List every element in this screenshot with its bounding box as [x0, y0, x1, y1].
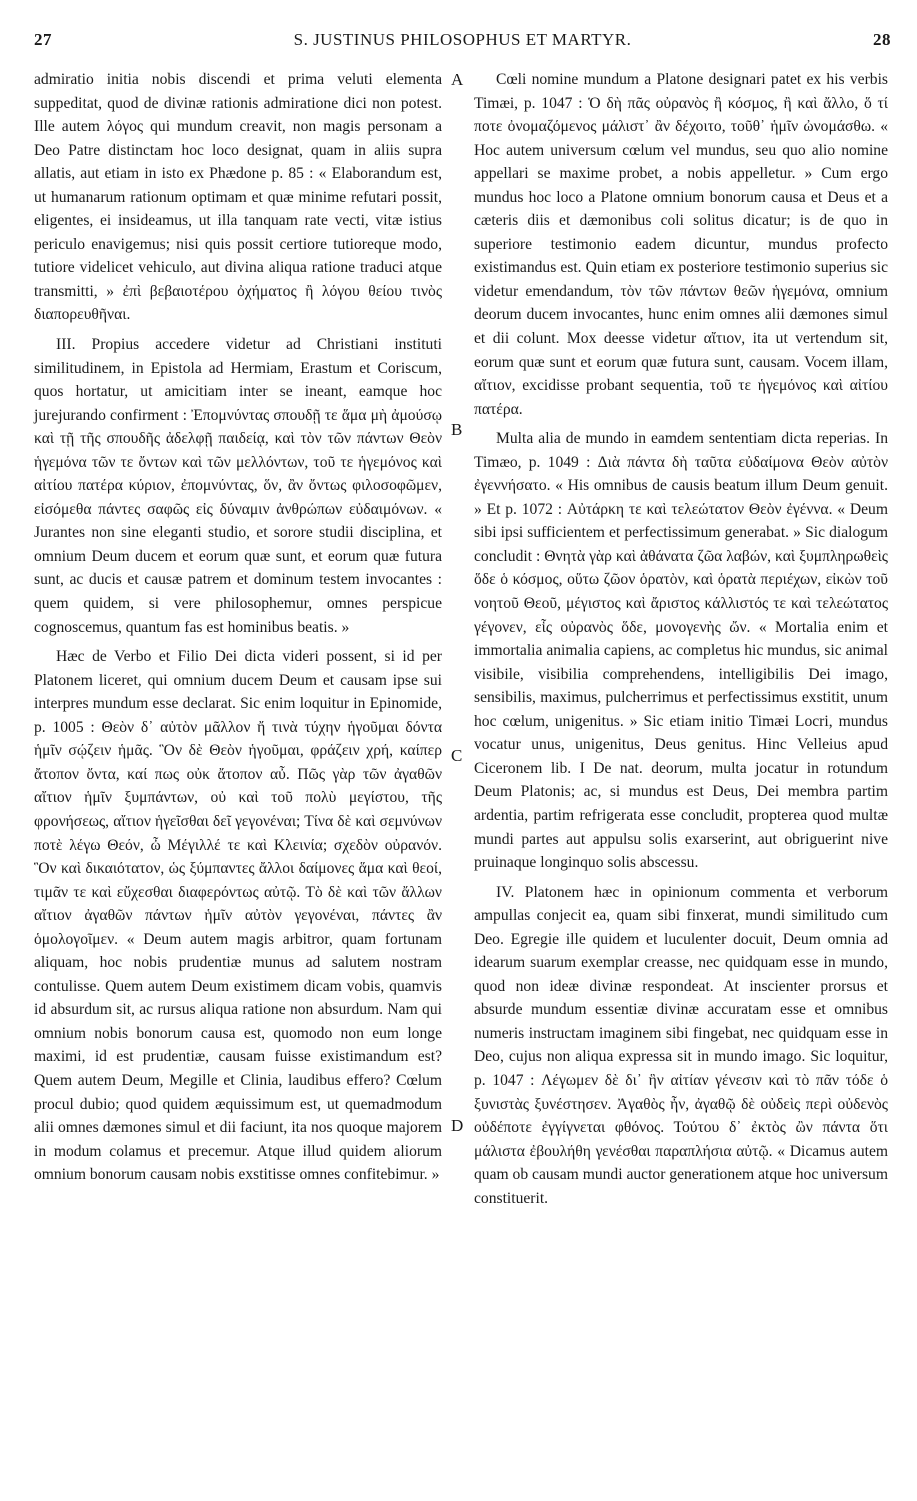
margin-marker-a: A — [451, 70, 464, 89]
right-paragraph-2: Multa alia de mundo in eamdem sententiam dicta reperias. In Timæo, p. 1049 : Διὰ πάντα δὴ ταῦτα εὐδαίμονα Θεὸν αὐτὸν ἐγεννήσατο. « His omnibus de causis beatum illum Deum genuit. » Et p. 1072 : Αὐτάρκη τε καὶ τελεώτατον Θεὸν ἐγέννα. « Deum sibi ipsi sufficientem et perfectissimum generabat. » Sic dialogum concludit : Θνητὰ γὰρ καὶ ἀθάνατα ζῶα λαβών, καὶ ξυμπληρωθεὶς ὅδε ὁ κόσμος, οὕτω ζῶον ὁρατὸν, καὶ ὁρατὰ περιέχων, εἰκὼν τοῦ νοητοῦ Θεοῦ, μέγιστος καὶ ἄριστος κάλλιστός τε καὶ τελεώτατος γέγονεν, εἷς οὐρανὸς ὅδε, μονογενὴς ὤν. « Mortalia enim et immortalia animalia capiens, ac completus hic mundus, sic animal visibile, visibilia comprehendens, intelligibilis Dei imago, sensibilis, maximus, pulcherrimus et perfectissimus exstitit, unum hoc cœlum, unigenitus. » Sic etiam initio Timæi Locri, mundus vocatur unus, unigenitus, Deus genitus. Hinc Velleius apud Ciceronem lib. I De nat. deorum, multa jocatur in rotundum Deum Platonis; ac, si mundus est Deus, Dei membra partim ardentia, partim refrigerata esse concludit, propterea quod multæ mundi partes aut appulsu solis exarserint, aut obriguerint nive pruinaque longinquo solis abscessu. — [474, 430, 888, 872]
right-column — [474, 68, 888, 1210]
margin-marker-d: D — [451, 1116, 464, 1135]
page-number-left: 27 — [34, 30, 52, 49]
margin-marker-b: B — [451, 420, 463, 439]
left-paragraph-3: Hæc de Verbo et Filio Dei dicta videri possent, si id per Platonem liceret, qui omnium ducem Deum et causam ipse sui interpres mundum esse declarat. Sic enim loquitur in Epinomide, p. 1005 : Θεὸν δ᾽ αὐτὸν μᾶλλον ἤ τινὰ τύχην ἡγοῦμαι δόντα ἡμῖν σῴζειν ἡμᾶς. Ὃν δὲ Θεὸν ἡγοῦμαι, φράζειν χρή, καίπερ ἄτοπον ὄντα, καί πως οὐκ ἄτοπον αὖ. Πῶς γὰρ τῶν ἀγαθῶν αἴτιον ἡμῖν ξυμπάντων, οὐ καὶ τοῦ πολὺ μεγίστου, τῆς φρονήσεως, αἴτιον ἡγεῖσθαι δεῖ γεγονέναι; Τίνα δὲ καὶ σεμνύνων ποτὲ λέγω Θεόν, ὦ Μέγιλλέ τε καὶ Κλεινία; σχεδὸν οὐρανόν. Ὃν καὶ δικαιότατον, ὡς ξύμπαντες ἄλλοι δαίμονες ἅμα καὶ θεοί, τιμᾶν τε καὶ εὔχεσθαι διαφερόντως αὐτῷ. Τὸ δὲ καὶ τῶν ἄλλων αἴτιον ἀγαθῶν πάντων ἡμῖν αὐτὸν γεγονέναι, πάντες ἂν ὁμολογοῖμεν. « Deum autem magis arbitror, quam fortunam aliquam, hoc nobis prudentiæ munus ad salutem nostram contulisse. Quem autem Deum existimem dicam vobis, quamvis id absurdum sit, ac rursus aliqua ratione non absurdum. Nam qui omnium nobis bonorum causa est, quomodo non eum longe maximi, id est prudentiæ, causam fuisse existimandum est? Quem autem Deum, Megille et Clinia, laudibus effero? Cœlum procul dubio; quod quidem æquissimum est, ut quemadmodum alii omnes dæmones simul et dii faciunt, ita nos quoque majorem in modum colamus et precemur. Atque illud quidem aliorum omnium bonorum causam nobis exstitisse omnes confitebimur. » — [34, 648, 442, 1184]
left-paragraph-2: III. Propius accedere videtur ad Christiani instituti similitudinem, in Epistola ad Hermiam, Erastum et Coriscum, quos hortatur, ut amicitiam inter se ineant, eamque hoc jurejurando confirment : Ἐπομνύντας σπουδῇ τε ἅμα μὴ ἀμούσῳ καὶ τῇ τῆς σπουδῆς ἀδελφῇ παιδείᾳ, καὶ τὸν τῶν πάντων Θεὸν ἡγεμόνα τῶν τε ὄντων καὶ τῶν μελλόντων, τοῦ τε ἡγεμόνος καὶ αἰτίου πατέρα κύριον, ἐπομνύντας, ὅν, ἂν ὄντως φιλοσοφῶμεν, εἰσόμεθα πάντες σαφῶς εἰς δύναμιν ἀνθρώπων εὐδαιμόνων. « Jurantes non sine eleganti studio, et sorore studii disciplina, et omnium Deum ducem et eorum quæ sunt, et eorum quæ futura sunt, ac ducis et causæ patrem et dominum testem invocantes : quem quidem, si vere philosophemur, omnes perspicue cognoscemus, quantum fas est hominibus beatis. » — [34, 336, 442, 636]
right-paragraph-3: IV. Platonem hæc in opinionum commenta et verborum ampullas conjecit ea, quam sibi finxerat, mundi similitudo cum Deo. Egregie ille quidem et luculenter docuit, Deum omnia ad idearum suarum exemplar creasse, nec quidquam esse in mundo, quod non ideæ divinæ respondeat. At inscienter prorsus et absurde mundum essentiæ divinæ accuratam esse et omnibus numeris instructam imaginem sibi fingebat, nec quidquam esse in Deo, cujus non aliqua expressa sit in mundo imago. Sic loquitur, p. 1047 : Λέγωμεν δὲ δι᾽ ἣν αἰτίαν γένεσιν καὶ τὸ πᾶν τόδε ὁ ξυνιστὰς ξυνέστησεν. Ἀγαθὸς ἦν, ἀγαθῷ δὲ οὐδεὶς περὶ οὐδενὸς οὐδέποτε ἐγγίγνεται φθόνος. Τούτου δ᾽ ἐκτὸς ὢν πάντα ὅτι μάλιστα ἐβουλήθη γενέσθαι παραπλήσια αὐτῷ. « Dicamus autem quam ob causam mundi auctor generationem atque hoc universum constituerit. — [474, 883, 888, 1207]
left-column — [34, 68, 442, 1187]
left-paragraph-1: admiratio initia nobis discendi et prima veluti elementa suppeditat, quod de divinæ rationis admiratione dici non potest. Ille autem λόγος qui mundum creavit, non magis personam a Deo Patre distinctam hoc loco designat, quam in aliis supra allatis, aut etiam in isto ex Phædone p. 85 : « Elaborandum est, ut humanarum rationum optimam et quæ minime refutari possit, eligentes, ei insideamus, ut illa tanquam rate vecti, vitæ istius periculo enavigemus; nisi quis possit certiore tutioreque modo, tutiore videlicet vehiculo, aut divina aliqua ratione traduci atque transmitti, » ἐπὶ βεβαιοτέρου ὀχήματος ἢ λόγου θείου τινὸς διαπορευθῆναι. — [34, 71, 442, 324]
running-title: S. JUSTINUS PHILOSOPHUS ET MARTYR. — [293, 30, 632, 49]
margin-markers — [449, 0, 469, 1501]
margin-marker-c: C — [451, 746, 463, 765]
right-paragraph-1: Cœli nomine mundum a Platone designari patet ex his verbis Timæi, p. 1047 : Ὁ δὴ πᾶς οὐρανὸς ἢ κόσμος, ἢ καὶ ἄλλο, ὅ τί ποτε ὀνομαζόμενος μάλιστ᾽ ἂν δέχοιτο, τοῦθ᾽ ἡμῖν ὠνομάσθω. « Hoc autem universum cœlum vel mundus, seu quo alio nomine appellari se maxime probet, a nobis appelletur. » Cum ergo mundus hoc loco a Platone omnium bonorum causa et Deus et a cæteris diis et dæmonibus coli solitus dicatur; is de quo in superiore testimonio eadem dicuntur, mundus profecto existimandus est. Quin etiam ex posteriore testimonio superius sic videtur emendandum, τὸν τῶν πάντων θεῶν ἡγεμόνα, omnium deorum ducem invocantes, hunc enim omnes alii dæmones simul et dii colunt. Mox deesse videtur αἴτιον, ita ut vertendum sit, eorum quæ sunt et eorum quæ futura sunt, causam. Vocem illam, αἴτιον, excidisse probant sequentia, τοῦ τε ἡγεμόνος καὶ αἰτίου πατέρα. — [474, 71, 888, 418]
page-number-right: 28 — [873, 30, 891, 49]
